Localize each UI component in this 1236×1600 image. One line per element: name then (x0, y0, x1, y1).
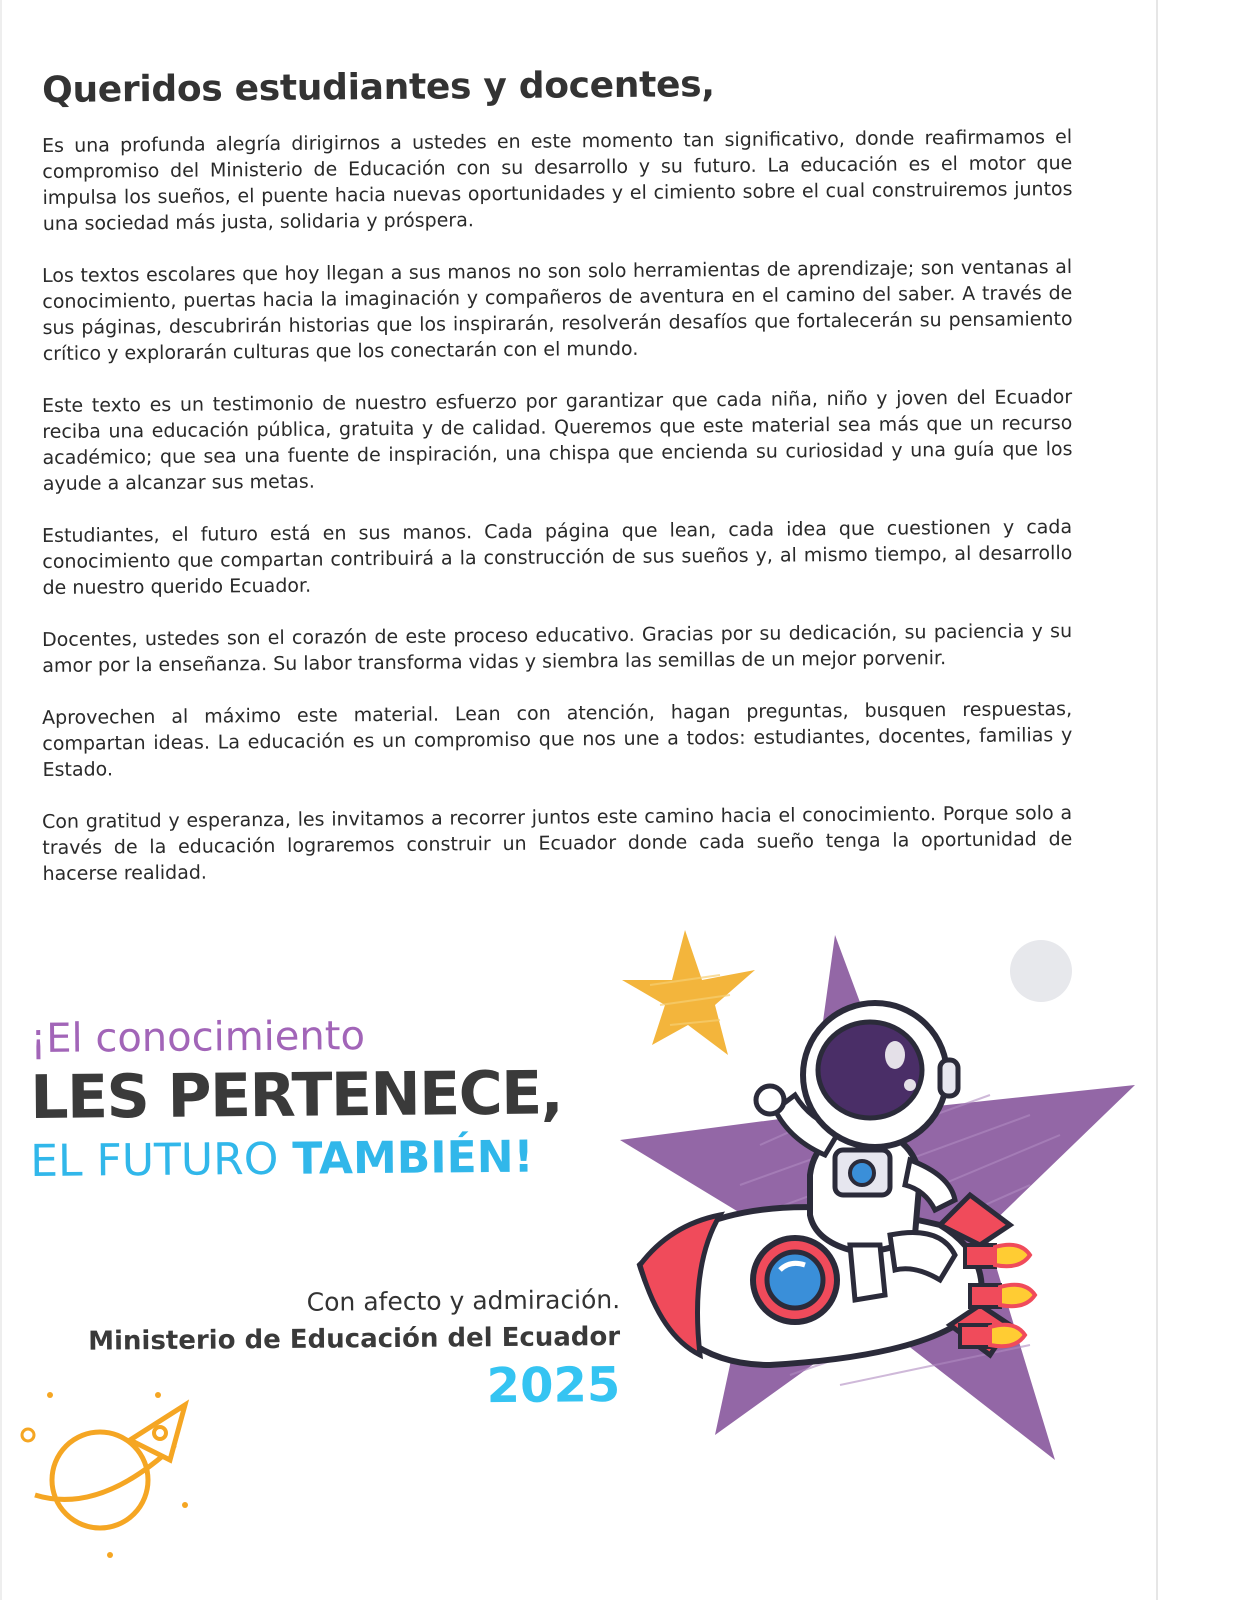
signature-year: 2025 (486, 1357, 621, 1415)
signature-greeting: Con afecto y admiración. (306, 1284, 621, 1317)
letter-title: Queridos estudiantes y docentes, (42, 64, 715, 111)
letter-paragraph-5: Docentes, ustedes son el corazón de este proceso educativo. Gracias por su dedicación, su paciencia y su amor por la enseñanza. Su labor transforma vidas y siembra las semillas de un mejor porvenir. (42, 620, 1073, 677)
letter-paragraph-7: Con gratitud y esperanza, les invitamos a recorrer juntos este camino hacia el conocimiento. Porque solo a través de la educación lograremos construir un Ecuador donde cada sueño tenga la oportunidad de hacerse realidad. (42, 802, 1073, 885)
letter-paragraph-2: Los textos escolares que hoy llegan a sus manos no son solo herramientas de aprendizaje; son ventanas al conocimiento, puertas hacia la imaginación y compañeros de aventura en el camino del saber. A través de sus páginas, descubrirán historias que los inspirarán, resolverán desafíos que fortalecerán su pensamiento crítico y explorarán culturas que los conectarán con el mundo. (42, 256, 1073, 365)
slogan-line-3-regular: EL FUTURO (30, 1133, 293, 1187)
slogan-line-3 (30, 1128, 630, 1191)
letter-paragraph-6: Aprovechen al máximo este material. Lean con atención, hagan preguntas, busquen respuestas, compartan ideas. La educación es un compromiso que nos une a todos: estudiantes, docentes, familias y Estado. (42, 698, 1073, 781)
letter-paragraph-4: Estudiantes, el futuro está en sus manos. Cada página que lean, cada idea que cuestionen y cada conocimiento que compartan contribuirá a la construcción de sus sueños y, al mismo tiempo, al desarrollo de nuestro querido Ecuador. (42, 516, 1073, 599)
yellow-star-icon (622, 930, 755, 1055)
slogan-line-3-bold: TAMBIÉN! (292, 1131, 534, 1185)
slogan (30, 1015, 630, 1191)
slogan-line-1: ¡El conocimiento (30, 1013, 366, 1062)
planet-rocket-icon (10, 1385, 210, 1565)
letter-paragraph-3: Este texto es un testimonio de nuestro esfuerzo por garantizar que cada niña, niño y joven del Ecuador reciba una educación pública, gratuita y de calidad. Queremos que este material sea más que un recurso académico; que sea una fuente de inspiración, una chispa que encienda su curiosidad y una guía que los ayude a alcanzar sus metas. (42, 386, 1073, 495)
letter (42, 64, 1073, 913)
letter-paragraph-1: Es una profunda alegría dirigirnos a ustedes en este momento tan significativo, donde reafirmamos el compromiso del Ministerio de Educación con su desarrollo y su futuro. La educación es el motor que impulsa los sueños, el puente hacia nuevas oportunidades y el cimiento sobre el cual construiremos juntos una sociedad más justa, solidaria y próspera. (42, 126, 1073, 235)
astronaut-on-rocket-illustration (610, 925, 1170, 1525)
signature-organization: Ministerio de Educación del Ecuador (88, 1321, 621, 1357)
page-left-edge (0, 0, 2, 1600)
slogan-line-2: LES PERTENECE, (30, 1058, 563, 1133)
